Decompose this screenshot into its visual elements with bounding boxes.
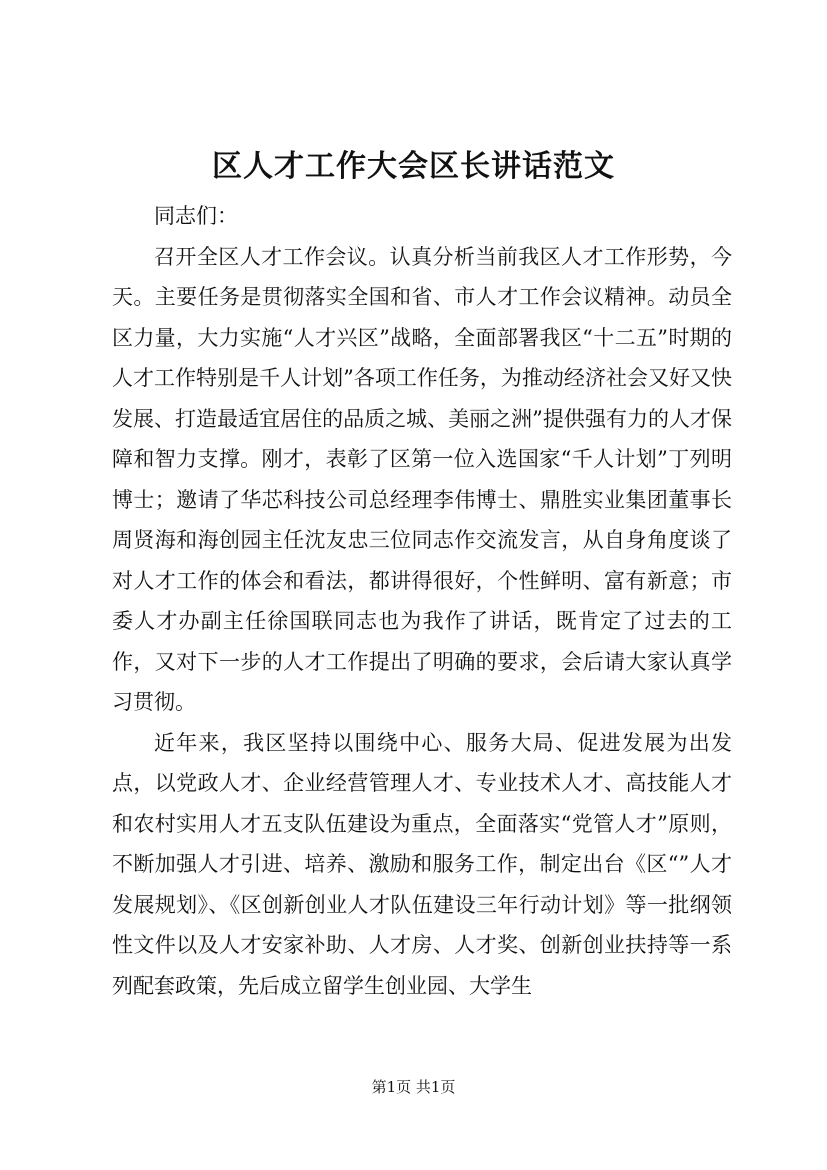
page-footer: 第1页 共1页 bbox=[371, 1078, 456, 1096]
paragraph-1: 召开全区人才工作会议。认真分析当前我区人才工作形势，今天。主要任务是贯彻落实全国和省、市人才工作会议精神。动员全区力量，大力实施“人才兴区”战略，全面部署我区“十二五”时期的人才工作特别是千人计划”各项工作任务，为推动经济社会又好又快发展、打造最适宜居住的品质之城、美丽之洲”提供强有力的人才保障和智力支撑。刚才，表彰了区第一位入选国家“千人计划”丁列明博士；邀请了华芯科技公司总经理李伟博士、鼎胜实业集团董事长周贤海和海创园主任沈友忠三位同志作交流发言，从自身角度谈了对人才工作的体会和看法，都讲得很好，个性鲜明、富有新意；市委人才办副主任徐国联同志也为我作了讲话，既肯定了过去的工作，又对下一步的人才工作提出了明确的要求，会后请大家认真学习贯彻。 bbox=[112, 244, 732, 714]
document-body bbox=[112, 196, 732, 1006]
paragraph-2: 近年来，我区坚持以围绕中心、服务大局、促进发展为出发点，以党政人才、企业经营管理人才、专业技术人才、高技能人才和农村实用人才五支队伍建设为重点，全面落实“党管人才”原则，不断加强人才引进、培养、激励和服务工作，制定出台《区“”人才发展规划》、《区创新创业人才队伍建设三年行动计划》等一批纲领性文件以及人才安家补助、人才房、人才奖、创新创业扶持等一系列配套政策，先后成立留学生创业园、大学生 bbox=[112, 730, 732, 998]
salutation: 同志们： bbox=[154, 204, 238, 228]
document-title: 区人才工作大会区长讲话范文 bbox=[212, 149, 615, 184]
